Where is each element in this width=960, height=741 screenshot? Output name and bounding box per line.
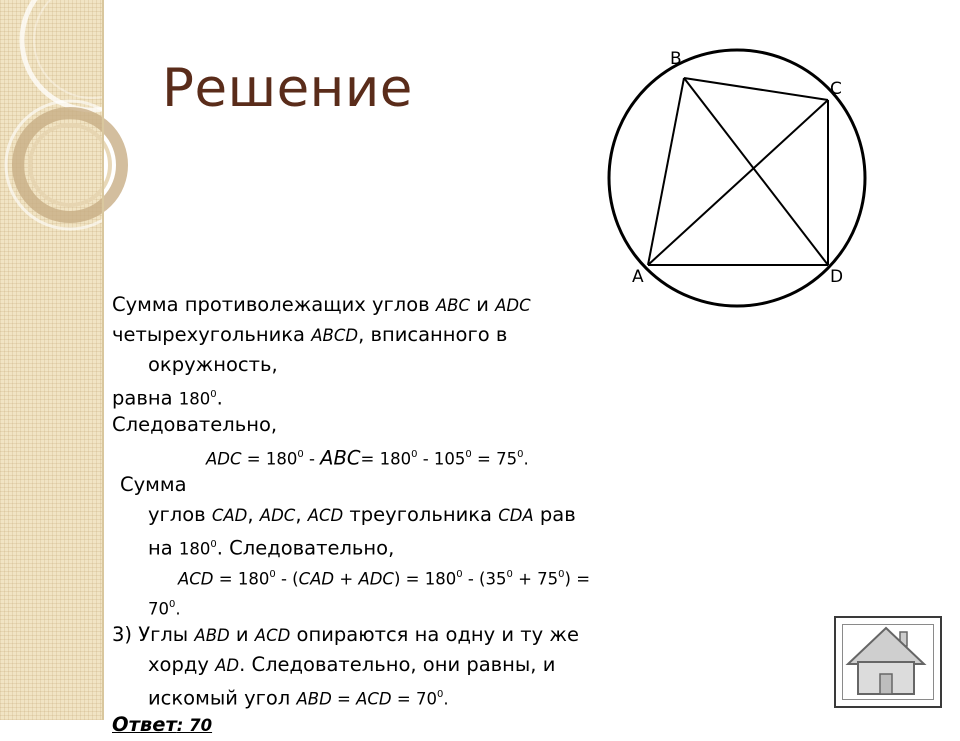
text-run: , вписанного в: [358, 323, 508, 346]
text-run: треугольника: [343, 503, 499, 526]
text-run: и: [229, 623, 255, 646]
math-run: ABC: [320, 446, 361, 470]
math-run: -: [303, 449, 321, 469]
math-run: = 180: [213, 569, 270, 589]
text-run: искомый угол: [148, 686, 297, 710]
text-run: .: [216, 386, 223, 410]
degree-mark: 0: [517, 449, 524, 460]
math-run: - 105: [417, 449, 466, 469]
text-line: [112, 410, 672, 440]
math-run: ACD: [356, 689, 392, 709]
text-run: рав: [533, 503, 576, 526]
math-run: + 75: [512, 569, 559, 589]
math-run: = 70: [391, 689, 437, 709]
text-run: хорду: [148, 653, 216, 676]
math-run: - (35: [462, 569, 507, 589]
text-run: 3) Углы: [112, 623, 195, 646]
math-run: =: [331, 689, 357, 709]
vertex-label-c: C: [830, 79, 842, 99]
math-run: ADC: [206, 449, 242, 469]
math-run: 70: [148, 599, 169, 619]
text-line: [112, 470, 672, 500]
degree-mark: 0: [506, 569, 513, 580]
text-run: ,: [295, 503, 308, 526]
degree-mark: 0: [456, 569, 463, 580]
vertex-label-a: A: [632, 267, 644, 287]
math-run: - (: [275, 569, 299, 589]
degree-mark: 0: [210, 389, 217, 400]
text-run: Сумма противолежащих углов: [112, 293, 436, 316]
math-run: ABC: [435, 296, 471, 315]
answer-label: Ответ: [112, 713, 177, 736]
math-run: CAD: [298, 569, 335, 589]
math-run: ADC: [495, 296, 531, 315]
text-run: углов: [148, 503, 212, 526]
vertex-label-b: B: [670, 49, 682, 69]
vertex-label-d: D: [830, 267, 844, 287]
decorative-sidebar: [0, 0, 104, 720]
math-run: 180: [178, 389, 211, 409]
math-run: .: [175, 599, 181, 619]
answer-value: : 70: [176, 716, 213, 735]
text-run: и: [470, 293, 496, 316]
math-run: ABD: [194, 626, 230, 645]
degree-mark: 0: [210, 539, 217, 550]
math-run: ) =: [564, 569, 591, 589]
answer-line: [112, 710, 672, 740]
text-line: [112, 320, 672, 350]
text-line: [112, 350, 672, 380]
math-run: ) = 180: [393, 569, 457, 589]
degree-mark: 0: [436, 689, 444, 700]
math-run: .: [443, 689, 449, 709]
math-run: ADC: [259, 506, 296, 525]
text-run: равна: [112, 386, 179, 410]
math-run: ACD: [254, 626, 291, 645]
math-run: = 180: [360, 449, 412, 469]
math-run: CDA: [498, 506, 534, 525]
math-run: = 180: [241, 449, 298, 469]
slide-title: Решение: [162, 58, 413, 119]
text-run: окружность,: [148, 353, 278, 376]
degree-mark: 0: [411, 449, 418, 460]
degree-mark: 0: [169, 599, 176, 610]
math-run: CAD: [211, 506, 248, 525]
degree-mark: 0: [558, 569, 565, 580]
circumcircle: [609, 50, 865, 306]
degree-mark: 0: [297, 449, 304, 460]
text-run: четырехугольника: [112, 323, 312, 346]
degree-mark: 0: [465, 449, 472, 460]
side-bc: [684, 78, 828, 100]
text-run: Следовательно,: [112, 413, 278, 436]
text-line: [112, 440, 672, 470]
text-run: ,: [247, 503, 260, 526]
inscribed-quadrilateral-diagram: [600, 40, 880, 300]
math-run: ABD: [296, 689, 332, 709]
text-run: . Следовательно, они равны, и: [239, 653, 556, 676]
text-line: [112, 680, 672, 710]
text-line: [112, 530, 672, 560]
math-run: .: [523, 449, 529, 469]
text-line: [112, 650, 672, 680]
math-run: ABCD: [311, 326, 359, 345]
math-run: ACD: [307, 506, 344, 525]
math-run: 180: [178, 539, 211, 559]
text-line: [112, 590, 672, 620]
text-run: Сумма: [120, 473, 187, 496]
solution-text: [112, 290, 672, 740]
text-run: опираются на одну и ту же: [290, 623, 579, 646]
home-button[interactable]: [834, 616, 942, 708]
text-line: [112, 560, 672, 590]
text-run: на: [148, 536, 179, 560]
degree-mark: 0: [269, 569, 276, 580]
text-line: [112, 380, 672, 410]
text-line: [112, 620, 672, 650]
math-run: +: [334, 569, 359, 589]
math-run: ADC: [358, 569, 394, 589]
math-run: AD: [215, 656, 240, 675]
math-run: = 75: [471, 449, 518, 469]
math-run: ACD: [178, 569, 214, 589]
sidebar-edge: [102, 0, 104, 720]
sidebar-rings-decoration: [0, 0, 104, 720]
text-line: [112, 500, 672, 530]
text-run: . Следовательно,: [216, 536, 395, 560]
text-line: [112, 290, 672, 320]
home-icon: [836, 618, 940, 706]
diagonal-bd: [684, 78, 828, 265]
